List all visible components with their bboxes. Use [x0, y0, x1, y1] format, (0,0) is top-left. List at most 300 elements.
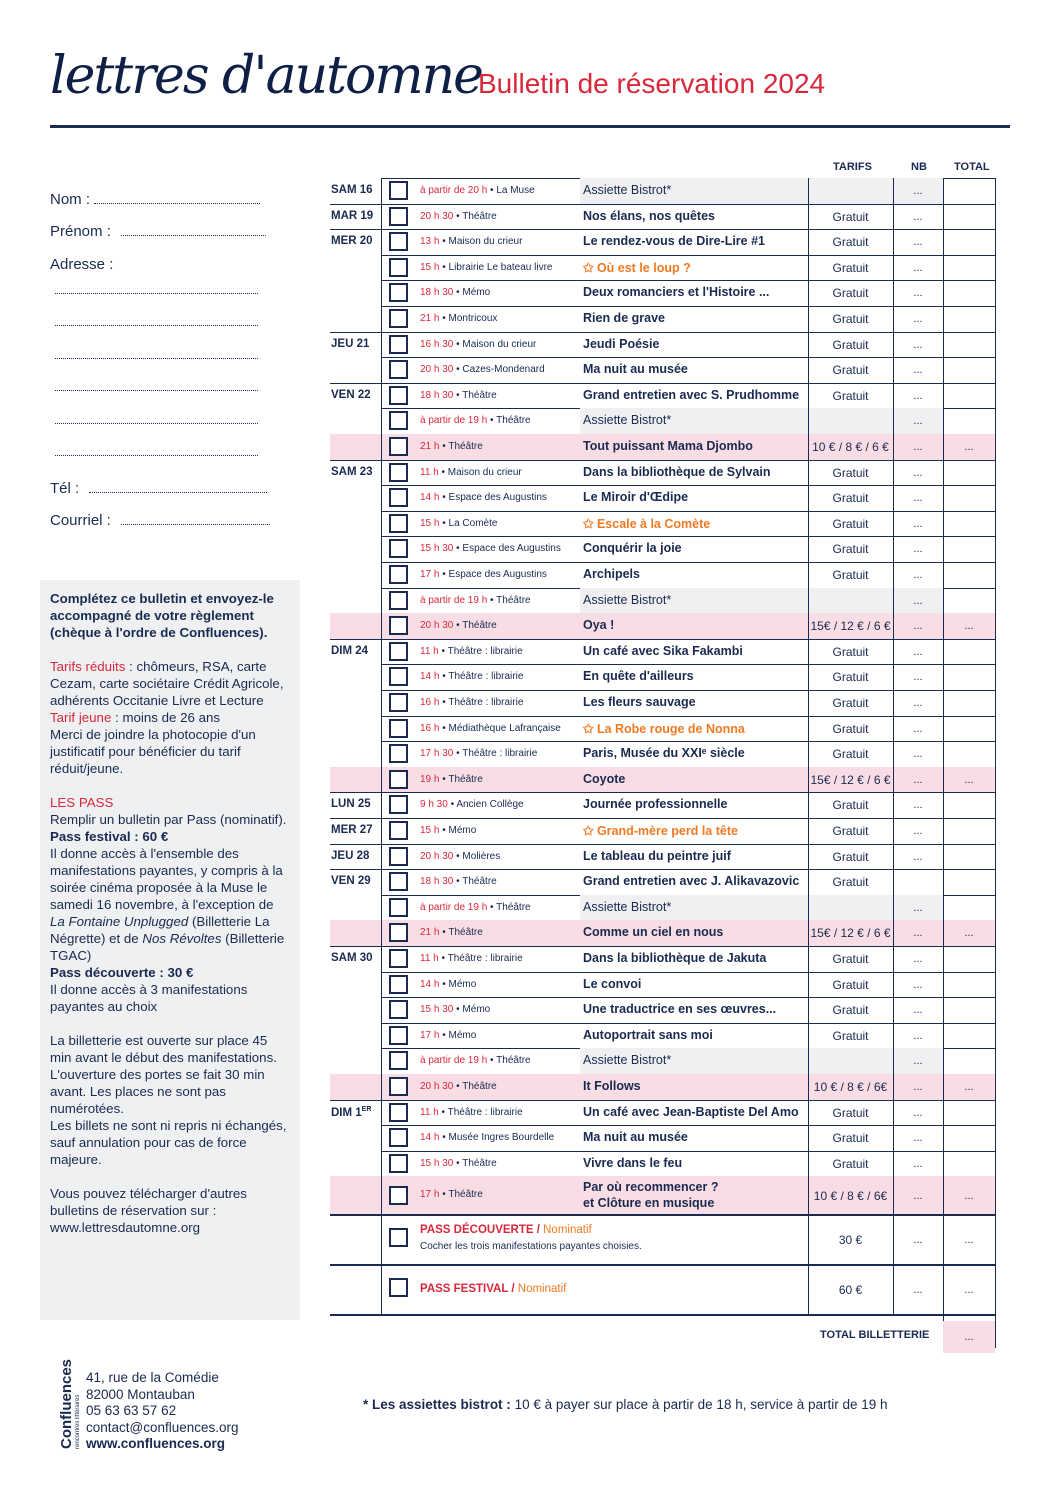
total-value[interactable]: ... [964, 927, 974, 940]
event-title: Les fleurs sauvage [583, 695, 696, 709]
reservation-checkbox[interactable] [389, 463, 408, 482]
adresse-line-6[interactable] [55, 455, 258, 456]
reservation-checkbox[interactable] [389, 411, 408, 430]
day-label: JEU 28 [331, 849, 370, 862]
pass-festival-checkbox[interactable] [389, 1278, 408, 1297]
tarif-value: Gratuit [832, 977, 869, 992]
billets-text: Les billets ne sont ni repris ni échangés, sauf annulation pour cas de force majeure. [50, 1118, 287, 1167]
col-line-total [943, 178, 944, 1348]
event-title: ✩ Escale à la Comète [583, 516, 711, 531]
courriel-label: Courriel : [50, 512, 111, 529]
nb-value[interactable]: ... [913, 517, 923, 530]
event-title: Grand entretien avec S. Prudhomme [583, 387, 800, 402]
row-line [381, 460, 995, 461]
event-title: En quête d'ailleurs [583, 669, 694, 684]
event-title: Assiette Bistrot* [583, 183, 672, 197]
nb-value[interactable]: ... [913, 1029, 923, 1042]
pass-decouverte-nb[interactable]: ... [913, 1234, 923, 1247]
total-value[interactable]: ... [964, 1081, 974, 1093]
event-title: Dans la bibliothèque de Sylvain [583, 464, 771, 479]
page-title: Bulletin de réservation 2024 [478, 68, 826, 99]
adresse-line-3[interactable] [55, 358, 258, 359]
row-line [381, 716, 995, 717]
reservation-checkbox[interactable] [389, 1128, 408, 1147]
tarif-value: 15€ / 12 € / 6 € [810, 926, 891, 941]
pass-decouverte-sub: Cocher les trois manifestations payantes choisies. [420, 1241, 642, 1253]
tarif-value: Gratuit [832, 696, 869, 710]
reservation-checkbox[interactable] [389, 616, 408, 635]
reservation-checkbox[interactable] [389, 309, 408, 328]
tarif-value: Gratuit [832, 644, 869, 659]
header-divider [50, 125, 1010, 128]
reservation-checkbox[interactable] [389, 1103, 408, 1122]
nb-value[interactable]: ... [913, 850, 923, 863]
event-time-place: 21 h • Montricoux [420, 313, 498, 324]
row-line [330, 1264, 995, 1266]
row-line [381, 332, 995, 333]
header-nb: NB [911, 161, 927, 173]
row-line [381, 1023, 995, 1024]
confluences-logo-text: Confluences [58, 1358, 75, 1449]
pass-festival-total[interactable]: ... [964, 1284, 974, 1297]
reservation-checkbox[interactable] [389, 744, 408, 763]
event-title: Le Miroir d'Œdipe [583, 490, 689, 505]
pass-decouverte-heading: Pass découverte : 30 € [50, 965, 194, 980]
event-time-place: à partir de 19 h • Théâtre [420, 594, 531, 606]
confluences-logo [55, 1343, 81, 1449]
tarif-value: 15€ / 12 € / 6 € [810, 619, 891, 634]
day-label: DIM 24 [331, 644, 369, 657]
tarif-value: Gratuit [832, 952, 869, 966]
row-line [381, 639, 995, 640]
nb-value[interactable]: ... [913, 287, 923, 300]
event-title: Une traductrice en ses œuvres... [583, 1002, 777, 1017]
nb-value[interactable]: ... [913, 261, 923, 274]
total-billetterie-value[interactable]: ... [964, 1331, 974, 1343]
day-separator [330, 792, 381, 793]
nb-value[interactable]: ... [913, 415, 923, 428]
day-separator [330, 229, 381, 230]
pass-festival-italic-1: La Fontaine Unplugged [50, 914, 189, 929]
nb-value[interactable]: ... [913, 492, 923, 505]
nb-value[interactable]: ... [913, 1081, 923, 1093]
tarif-value: Gratuit [832, 1028, 869, 1043]
day-separator [330, 332, 381, 333]
event-time-place: 14 h • Mémo [420, 978, 477, 990]
reservation-checkbox[interactable] [389, 923, 408, 942]
reservation-checkbox[interactable] [389, 258, 408, 277]
pass-festival-heading: Pass festival : 60 € [50, 829, 169, 844]
reservation-checkbox[interactable] [389, 1186, 408, 1205]
justificatif-text: Merci de joindre la photocopie d'un justificatif pour bénéficier du tarif réduit/jeune. [50, 727, 256, 776]
nb-value[interactable]: ... [913, 594, 923, 607]
event-title: Un café avec Jean-Baptiste Del Amo [583, 1104, 799, 1119]
pass-festival-text-a: Il donne accès à l'ensemble des manifestations payantes, y compris à la soirée cinéma proposée à la Muse le samedi 16 novembre, à l'exception de [50, 846, 283, 912]
event-time-place: 11 h • Théâtre : librairie [420, 1106, 523, 1118]
reservation-checkbox[interactable] [389, 437, 408, 456]
row-line [381, 383, 995, 384]
row-line [381, 536, 995, 537]
reservation-checkbox[interactable] [389, 898, 408, 917]
day-separator [330, 1100, 381, 1101]
pass-festival-italic-2: Nos Révoltes [142, 931, 222, 946]
event-time-place: 18 h 30 • Théâtre [420, 876, 497, 888]
nb-value[interactable]: ... [913, 1157, 923, 1170]
prenom-line[interactable] [121, 224, 266, 236]
event-title: Paris, Musée du XXIᵉ siècle [583, 746, 745, 761]
day-label: MER 20 [331, 235, 373, 248]
day-separator [330, 204, 381, 205]
row-line [381, 204, 995, 205]
event-title: Archipels [583, 567, 640, 581]
event-time-place: 15 h 30 • Espace des Augustins [420, 543, 561, 555]
row-line [381, 562, 995, 563]
nb-value[interactable]: ... [913, 953, 923, 965]
event-time-place: 11 h • Théâtre : librairie [420, 645, 523, 657]
reservation-checkbox[interactable] [389, 1051, 408, 1070]
day-separator [330, 946, 381, 947]
row-line [381, 1125, 995, 1126]
total-value[interactable]: ... [964, 620, 974, 633]
festival-logo: lettres d'automne [50, 46, 482, 106]
reservation-checkbox[interactable] [389, 565, 408, 584]
day-label: DIM 1ER [331, 1105, 372, 1119]
event-title: Dans la bibliothèque de Jakuta [583, 951, 767, 965]
footnote-bold: * Les assiettes bistrot : [363, 1397, 511, 1412]
ouverture-text: L'ouverture des portes se fait 30 min avant. Les places ne sont pas numérotées. [50, 1067, 265, 1116]
adresse-label: Adresse : [50, 256, 114, 273]
reservation-checkbox[interactable] [389, 514, 408, 533]
col-line-checkbox [381, 178, 382, 1314]
tarif-value: Gratuit [832, 260, 869, 275]
event-title: Le rendez-vous de Dire-Lire #1 [583, 234, 766, 249]
footer-address-1: 41, rue de la Comédie [86, 1370, 219, 1385]
event-time-place: 20 h 30 • Cazes-Mondenard [420, 364, 545, 376]
reservation-checkbox[interactable] [389, 693, 408, 712]
event-title: Comme un ciel en nous [583, 925, 724, 940]
event-time-place: 15 h • La Comète [420, 517, 498, 529]
nb-value[interactable]: ... [913, 927, 923, 940]
reservation-checkbox[interactable] [389, 1077, 408, 1096]
row-line [381, 357, 995, 358]
nb-value[interactable]: ... [913, 1055, 923, 1068]
footer-website[interactable]: www.confluences.org [86, 1436, 226, 1451]
tarif-value: Gratuit [832, 1156, 869, 1171]
total-value[interactable]: ... [964, 773, 974, 786]
pass-festival-tarif: 60 € [838, 1283, 863, 1298]
nb-value[interactable]: ... [913, 338, 923, 351]
tarif-value: Gratuit [832, 286, 869, 301]
tarif-value: Gratuit [832, 568, 869, 582]
day-label: SAM 30 [331, 952, 373, 964]
tel-label: Tél : [50, 480, 80, 497]
row-line [381, 229, 995, 230]
tarifs-reduits-label: Tarifs réduits [50, 659, 126, 674]
event-time-place: à partir de 20 h • La Muse [420, 185, 535, 196]
event-time-place: à partir de 19 h • Théâtre [420, 415, 531, 427]
adresse-line-1[interactable] [55, 293, 258, 294]
tarif-value: Gratuit [832, 312, 869, 326]
event-time-place: 17 h • Mémo [420, 1029, 477, 1041]
row-line [381, 869, 995, 870]
event-title: ✩ Où est le loup ? [583, 260, 691, 275]
event-time-place: 11 h • Maison du crieur [420, 466, 522, 478]
reservation-checkbox[interactable] [389, 821, 408, 840]
tarif-value: Gratuit [832, 747, 869, 762]
reservation-checkbox[interactable] [389, 488, 408, 507]
event-time-place: 14 h • Espace des Augustins [420, 492, 547, 504]
nom-line[interactable] [94, 192, 260, 204]
tarif-value: 10 € / 8 € / 6€ [813, 1080, 888, 1094]
event-title: ✩ La Robe rouge de Nonna [583, 721, 745, 736]
event-time-place: 17 h • Espace des Augustins [420, 569, 547, 580]
event-time-place: à partir de 19 h • Théâtre [420, 1055, 531, 1067]
row-line [381, 1100, 995, 1101]
day-label: LUN 25 [331, 798, 371, 811]
day-separator [330, 460, 381, 461]
reservation-checkbox[interactable] [389, 949, 408, 968]
row-line [330, 1214, 995, 1216]
billetterie-text: La billetterie est ouverte sur place 45 min avant le début des manifestations. [50, 1033, 277, 1065]
pass-decouverte-checkbox[interactable] [389, 1228, 408, 1247]
tarif-value: Gratuit [832, 209, 869, 224]
day-label: MAR 19 [331, 209, 374, 222]
event-title-line-1: Par où recommencer ? [583, 1180, 719, 1195]
row-line [381, 280, 995, 281]
event-title: Assiette Bistrot* [583, 413, 672, 428]
nom-label: Nom : [50, 191, 91, 208]
tarifs-reduits [50, 658, 290, 709]
les-pass-heading: LES PASS [50, 795, 114, 810]
telecharger-text: Vous pouvez télécharger d'autres bulletins de réservation sur : www.lettresdautomne.org [50, 1186, 247, 1235]
nb-value[interactable]: ... [913, 697, 923, 709]
event-title: Journée professionnelle [583, 797, 728, 812]
day-label: VEN 22 [331, 388, 371, 401]
tarif-value: Gratuit [832, 337, 869, 352]
adresse-line-2[interactable] [55, 325, 258, 326]
reservation-checkbox[interactable] [389, 667, 408, 686]
event-title: Grand entretien avec J. Alikavazovic [583, 874, 800, 889]
day-label: SAM 16 [331, 184, 373, 196]
reservation-checkbox[interactable] [389, 360, 408, 379]
event-time-place: 21 h • Théâtre [420, 441, 483, 452]
reservation-checkbox[interactable] [389, 539, 408, 558]
nb-value[interactable]: ... [913, 773, 923, 786]
tarif-value: 10 € / 8 € / 6€ [813, 1189, 888, 1204]
event-title: Nos élans, nos quêtes [583, 208, 715, 223]
day-label: JEU 21 [331, 337, 370, 350]
pass-festival-text-b: (Billetterie La Négrette) et de [50, 914, 270, 946]
reservation-checkbox[interactable] [389, 1026, 408, 1045]
event-title: Assiette Bistrot* [583, 899, 672, 914]
day-separator [330, 639, 381, 640]
nb-value[interactable]: ... [913, 441, 923, 453]
event-title: Ma nuit au musée [583, 362, 688, 377]
row-line [381, 1151, 995, 1152]
pass-festival-text [50, 845, 290, 964]
pass-festival-nb[interactable]: ... [913, 1284, 923, 1297]
event-time-place: 15 h 30 • Théâtre [420, 1157, 497, 1169]
event-title: Vivre dans le feu [583, 1155, 683, 1170]
event-title: Conquérir la joie [583, 541, 682, 556]
event-time-place: 18 h 30 • Mémo [420, 287, 491, 299]
pass-decouverte-label: PASS DÉCOUVERTE / Nominatif [420, 1224, 592, 1237]
day-separator [330, 844, 381, 845]
event-title: Assiette Bistrot* [583, 592, 672, 607]
event-title: Un café avec Sika Fakambi [583, 643, 743, 658]
nb-value[interactable]: ... [913, 313, 923, 325]
event-time-place: 13 h • Maison du crieur [420, 236, 523, 248]
reservation-checkbox[interactable] [389, 1000, 408, 1019]
nb-value[interactable]: ... [913, 1004, 923, 1017]
reservation-checkbox[interactable] [389, 181, 408, 200]
event-title: Le tableau du peintre juif [583, 848, 731, 863]
info-intro: Complétez ce bulletin et envoyez-le accompagné de votre règlement (chèque à l'ordre de Confluences). [50, 591, 274, 640]
remplir-text: Remplir un bulletin par Pass (nominatif). [50, 812, 287, 827]
courriel-line[interactable] [121, 513, 270, 525]
pass-decouverte-total[interactable]: ... [964, 1234, 974, 1247]
reservation-checkbox[interactable] [389, 283, 408, 302]
nb-value[interactable]: ... [913, 825, 923, 837]
nb-value[interactable]: ... [913, 645, 923, 658]
reservation-checkbox[interactable] [389, 1154, 408, 1173]
event-time-place: 14 h • Théâtre : librairie [420, 671, 524, 683]
event-title: Autoportrait sans moi [583, 1027, 713, 1042]
reservation-checkbox[interactable] [389, 975, 408, 994]
event-time-place: 21 h • Théâtre [420, 927, 483, 939]
adresse-line-5[interactable] [55, 423, 258, 424]
nb-value[interactable]: ... [913, 1190, 923, 1203]
event-title: Ma nuit au musée [583, 1130, 688, 1145]
event-title: Tout puissant Mama Djombo [583, 439, 753, 453]
nb-value[interactable]: ... [913, 1106, 923, 1119]
row-line [381, 690, 995, 691]
header-tarifs: TARIFS [833, 161, 872, 173]
event-title: ✩ Grand-mère perd la tête [583, 824, 738, 838]
nb-value[interactable]: ... [913, 389, 923, 402]
event-title-line-2: et Clôture en musique [583, 1196, 715, 1211]
tarif-value: Gratuit [832, 849, 869, 864]
nb-value[interactable]: ... [913, 466, 923, 479]
row-line [381, 306, 995, 307]
event-title: It Follows [583, 1079, 641, 1093]
tarif-value: Gratuit [832, 363, 869, 378]
nb-value[interactable]: ... [913, 901, 923, 914]
header-total: TOTAL [954, 161, 990, 173]
tarif-value: Gratuit [832, 1105, 869, 1120]
reservation-checkbox[interactable] [389, 207, 408, 226]
tarif-value: Gratuit [832, 388, 869, 403]
event-title: Deux romanciers et l'Histoire ... [583, 285, 770, 300]
footnote-text: 10 € à payer sur place à partir de 18 h, service à partir de 19 h [510, 1397, 888, 1412]
row-line [381, 664, 995, 665]
tarifs-reduits-text: : chômeurs, RSA, carte Cezam, carte sociétaire Crédit Agricole, adhérents Occitanie Livre et Lecture [50, 659, 284, 708]
row-line [381, 741, 995, 742]
nb-value[interactable]: ... [913, 1132, 923, 1145]
row-line [381, 844, 995, 845]
nb-value[interactable]: ... [913, 236, 923, 249]
reservation-checkbox[interactable] [389, 335, 408, 354]
reservation-checkbox[interactable] [389, 386, 408, 405]
total-value[interactable]: ... [964, 441, 974, 453]
reservation-checkbox[interactable] [389, 872, 408, 891]
assiettes-footnote [363, 1397, 888, 1412]
row-line [381, 818, 995, 819]
reservation-checkbox[interactable] [389, 642, 408, 661]
info-panel [40, 580, 300, 1320]
footer-phone: 05 63 63 57 62 [86, 1403, 177, 1418]
event-time-place: 9 h 30 • Ancien Collège [420, 799, 524, 811]
prenom-label: Prénom : [50, 223, 111, 240]
nb-value[interactable]: ... [913, 722, 923, 735]
nb-value[interactable]: ... [913, 569, 923, 581]
reservation-checkbox[interactable] [389, 232, 408, 251]
reservation-checkbox[interactable] [389, 591, 408, 610]
prenom-field[interactable] [50, 223, 266, 240]
tel-line[interactable] [89, 481, 267, 493]
nb-value[interactable]: ... [913, 210, 923, 223]
day-separator [330, 383, 381, 384]
nb-value[interactable]: ... [913, 671, 923, 684]
tel-field[interactable] [50, 480, 267, 497]
nb-value[interactable]: ... [913, 978, 923, 991]
nb-value[interactable]: ... [913, 185, 923, 197]
nb-value[interactable]: ... [913, 543, 923, 556]
reservation-checkbox[interactable] [389, 770, 408, 789]
total-value[interactable]: ... [964, 1190, 974, 1203]
event-time-place: 20 h 30 • Théâtre [420, 1081, 497, 1092]
footer-email[interactable]: contact@confluences.org [86, 1419, 239, 1435]
event-time-place: 15 h 30 • Mémo [420, 1004, 491, 1016]
reservation-checkbox[interactable] [389, 795, 408, 814]
row-line [381, 972, 995, 973]
footer-address-2: 82000 Montauban [86, 1386, 195, 1402]
event-title: Assiette Bistrot* [583, 1053, 672, 1068]
adresse-line-4[interactable] [55, 390, 258, 391]
nb-value[interactable]: ... [913, 364, 923, 377]
tarif-value: Gratuit [832, 542, 869, 557]
event-time-place: 20 h 30 • Molières [420, 850, 501, 862]
nom-field[interactable] [50, 191, 260, 208]
reservation-checkbox[interactable] [389, 847, 408, 866]
courriel-field[interactable] [50, 512, 270, 529]
tarif-value: Gratuit [832, 670, 869, 685]
tarif-jeune-label: Tarif jeune [50, 710, 112, 725]
day-separator [330, 818, 381, 819]
tarif-jeune [50, 709, 290, 726]
event-time-place: à partir de 19 h • Théâtre [420, 901, 531, 913]
tarif-value: Gratuit [832, 491, 869, 506]
event-title: Le convoi [583, 976, 642, 991]
nb-value[interactable]: ... [913, 748, 923, 761]
event-time-place: 16 h • Théâtre : librairie [420, 697, 524, 708]
nb-value[interactable]: ... [913, 620, 923, 633]
row-line [381, 511, 995, 512]
tarif-value: Gratuit [832, 824, 869, 838]
total-billetterie-label: TOTAL BILLETTERIE [820, 1329, 930, 1341]
event-time-place: 17 h • Théâtre [420, 1189, 483, 1201]
event-time-place: 16 h • Médiathèque Lafrançaise [420, 722, 561, 734]
reservation-checkbox[interactable] [389, 719, 408, 738]
tarif-value: Gratuit [832, 465, 869, 480]
tarif-value: Gratuit [832, 235, 869, 250]
nb-value[interactable]: ... [913, 799, 923, 812]
event-title: Oya ! [583, 618, 615, 633]
tarif-value: Gratuit [832, 1003, 869, 1018]
col-line-nb [893, 178, 894, 1314]
row-line [381, 946, 995, 947]
row-line [381, 792, 995, 793]
